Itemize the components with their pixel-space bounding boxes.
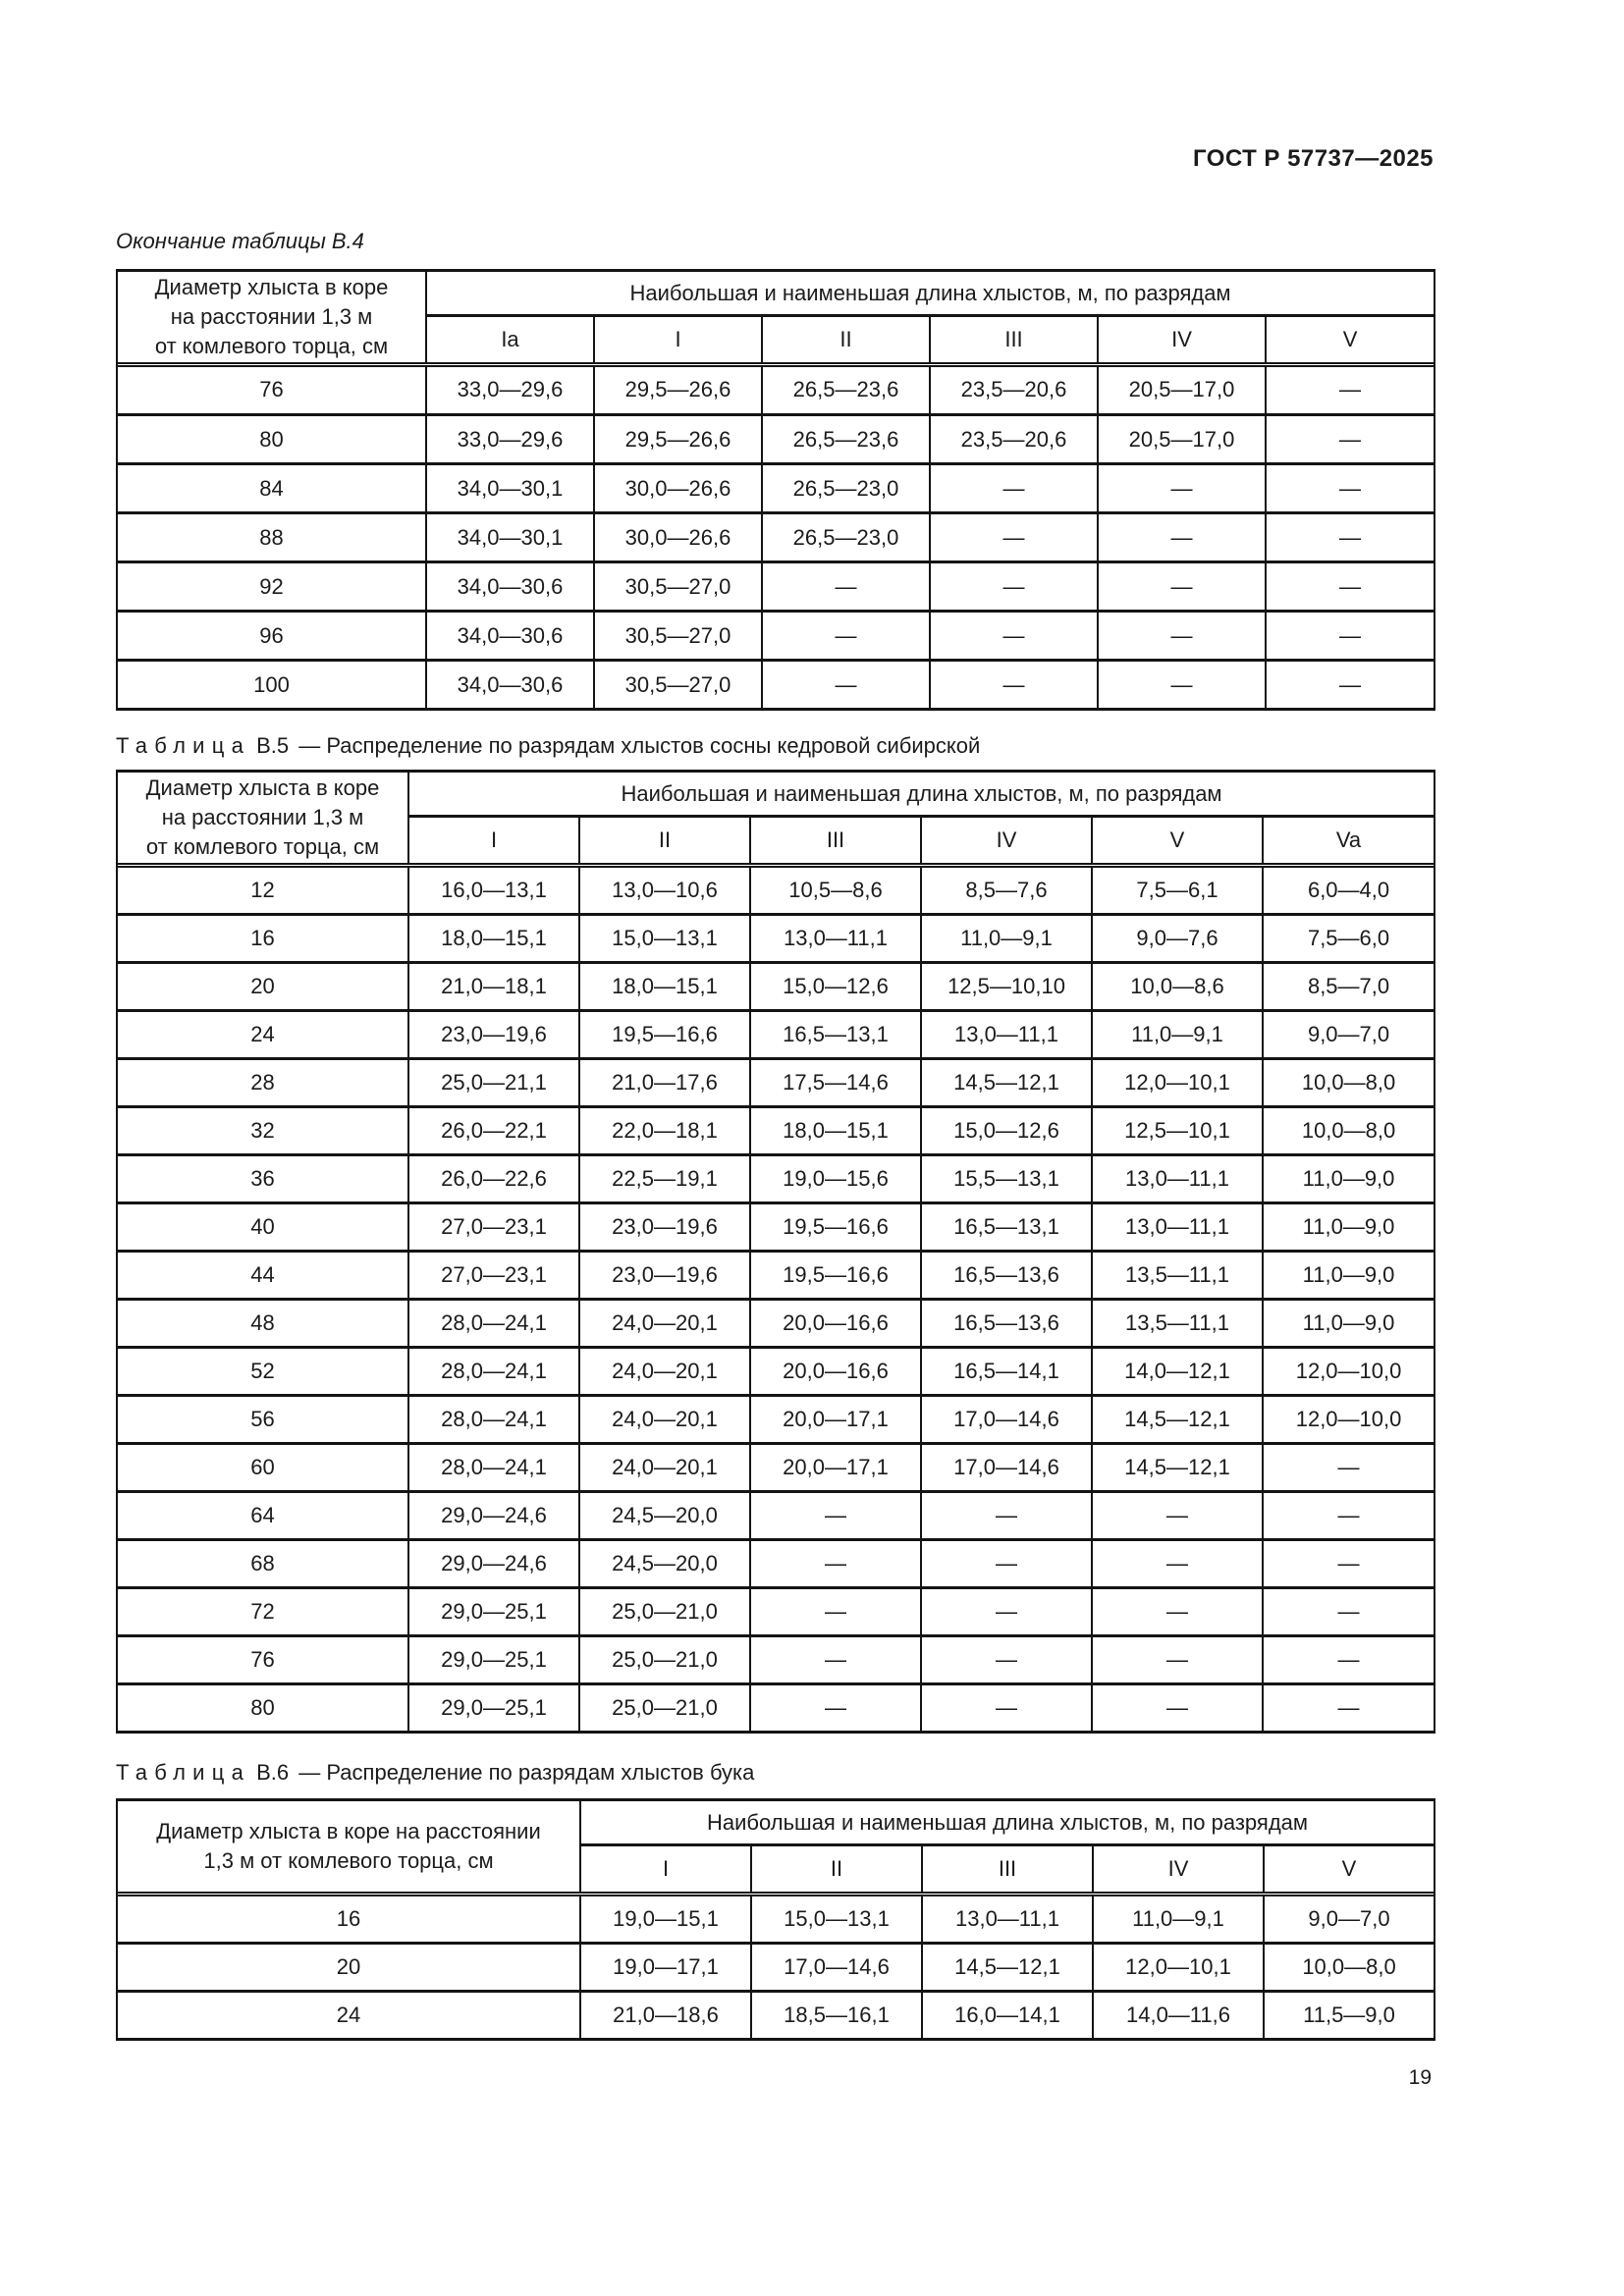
length-range-cell: — [1263, 1684, 1435, 1733]
length-range-cell: 20,0—17,1 [750, 1396, 921, 1444]
table-b5-caption [116, 732, 1434, 760]
length-range-cell: — [1098, 464, 1266, 513]
diameter-cell: 24 [117, 1011, 408, 1059]
length-range-cell: 20,0—17,1 [750, 1444, 921, 1492]
length-range-cell: — [750, 1636, 921, 1684]
length-range-cell: 20,0—16,6 [750, 1300, 921, 1348]
length-range-cell: 19,0—15,1 [580, 1896, 751, 1944]
grade-header-cell: II [762, 316, 930, 363]
length-range-cell: 13,0—11,1 [750, 915, 921, 963]
diameter-cell: 80 [117, 1684, 408, 1733]
table-row [117, 1300, 1435, 1348]
grade-header-cell: II [751, 1845, 922, 1893]
table-row [117, 612, 1435, 661]
length-range-cell: 15,5—13,1 [921, 1155, 1092, 1203]
length-range-cell: — [1266, 366, 1435, 415]
length-range-cell: 10,5—8,6 [750, 867, 921, 915]
grade-header-cell: II [579, 817, 750, 864]
table-row [117, 1992, 1435, 2040]
length-range-cell: 7,5—6,0 [1263, 915, 1435, 963]
grade-header-cell: I [580, 1845, 751, 1893]
length-range-cell: 23,0—19,6 [579, 1203, 750, 1252]
table-b4-continuation-caption: Окончание таблицы В.4 [116, 229, 364, 253]
length-range-cell: 27,0—23,1 [408, 1203, 579, 1252]
length-range-cell: 28,0—24,1 [408, 1348, 579, 1396]
table-row [117, 1684, 1435, 1733]
length-range-cell: 25,0—21,0 [579, 1684, 750, 1733]
table-row [117, 1636, 1435, 1684]
table-row [117, 1252, 1435, 1300]
length-range-cell: 13,0—11,1 [1092, 1155, 1263, 1203]
length-range-cell: 6,0—4,0 [1263, 867, 1435, 915]
length-range-cell: 30,5—27,0 [594, 612, 762, 661]
header-line: 1,3 м от комлевого торца, см [203, 1847, 494, 1873]
length-range-cell: 34,0—30,6 [426, 562, 594, 612]
length-range-cell: 11,0—9,0 [1263, 1155, 1435, 1203]
grade-header-cell: IV [921, 817, 1092, 864]
length-range-cell: 18,0—15,1 [579, 963, 750, 1011]
table-header-row [117, 271, 1435, 316]
length-range-cell: 11,0—9,0 [1263, 1300, 1435, 1348]
length-range-cell: — [762, 612, 930, 661]
length-range-cell: 34,0—30,1 [426, 464, 594, 513]
diameter-column-header [117, 772, 408, 864]
length-span-header: Наибольшая и наименьшая длина хлыстов, м, по разрядам [426, 271, 1435, 316]
length-range-cell: — [1092, 1492, 1263, 1540]
diameter-cell: 64 [117, 1492, 408, 1540]
length-range-cell: 28,0—24,1 [408, 1444, 579, 1492]
length-range-cell: 8,5—7,6 [921, 867, 1092, 915]
length-range-cell: — [1266, 464, 1435, 513]
length-range-cell: — [1098, 612, 1266, 661]
length-range-cell: 20,5—17,0 [1098, 415, 1266, 464]
length-range-cell: 20,5—17,0 [1098, 366, 1266, 415]
length-range-cell: 19,5—16,6 [750, 1203, 921, 1252]
table-b6-caption [116, 1759, 1434, 1787]
length-range-cell: 10,0—8,0 [1263, 1107, 1435, 1155]
length-range-cell: 23,0—19,6 [579, 1252, 750, 1300]
table-row [117, 1203, 1435, 1252]
length-range-cell: 16,5—13,6 [921, 1252, 1092, 1300]
length-range-cell: 27,0—23,1 [408, 1252, 579, 1300]
length-range-cell: 23,5—20,6 [930, 415, 1098, 464]
diameter-cell: 92 [117, 562, 426, 612]
length-range-cell: 19,5—16,6 [750, 1252, 921, 1300]
length-range-cell: 16,5—13,1 [921, 1203, 1092, 1252]
length-range-cell: — [1266, 612, 1435, 661]
table-row [117, 661, 1435, 710]
length-range-cell: 21,0—17,6 [579, 1059, 750, 1107]
caption-title: — Распределение по разрядам хлыстов бука [298, 1760, 755, 1785]
diameter-cell: 20 [117, 1944, 580, 1992]
length-range-cell: 24,5—20,0 [579, 1540, 750, 1588]
diameter-cell: 56 [117, 1396, 408, 1444]
grade-header-cell: III [922, 1845, 1093, 1893]
grade-header-cell: V [1092, 817, 1263, 864]
diameter-cell: 68 [117, 1540, 408, 1588]
caption-title: — Распределение по разрядам хлыстов сосны кедровой сибирской [298, 733, 981, 758]
page-content [116, 0, 1434, 2090]
length-range-cell: — [1092, 1588, 1263, 1636]
length-range-cell: 10,0—8,0 [1263, 1059, 1435, 1107]
length-range-cell: 9,0—7,6 [1092, 915, 1263, 963]
length-range-cell: 30,5—27,0 [594, 562, 762, 612]
length-range-cell: 29,5—26,6 [594, 366, 762, 415]
length-range-cell: 15,0—13,1 [751, 1896, 922, 1944]
diameter-cell: 16 [117, 1896, 580, 1944]
diameter-cell: 76 [117, 366, 426, 415]
length-range-cell: 8,5—7,0 [1263, 963, 1435, 1011]
length-range-cell: — [930, 661, 1098, 710]
length-range-cell: 28,0—24,1 [408, 1300, 579, 1348]
table-row [117, 1011, 1435, 1059]
length-range-cell: — [750, 1540, 921, 1588]
diameter-column-header [117, 271, 426, 363]
length-range-cell: 26,5—23,6 [762, 366, 930, 415]
header-line: на расстоянии 1,3 м [170, 303, 373, 329]
length-range-cell: 15,0—12,6 [921, 1107, 1092, 1155]
diameter-cell: 60 [117, 1444, 408, 1492]
table-row [117, 1444, 1435, 1492]
diameter-cell: 52 [117, 1348, 408, 1396]
diameter-cell: 72 [117, 1588, 408, 1636]
header-line: Диаметр хлыста в коре [145, 774, 380, 800]
length-range-cell: 14,5—12,1 [922, 1944, 1093, 1992]
diameter-cell: 76 [117, 1636, 408, 1684]
length-range-cell: — [762, 562, 930, 612]
table-b6-body [117, 1896, 1435, 2040]
table-row [117, 562, 1435, 612]
length-range-cell: 29,0—24,6 [408, 1540, 579, 1588]
length-range-cell: 33,0—29,6 [426, 366, 594, 415]
length-range-cell: 16,5—14,1 [921, 1348, 1092, 1396]
length-range-cell: 30,5—27,0 [594, 661, 762, 710]
length-span-header: Наибольшая и наименьшая длина хлыстов, м, по разрядам [580, 1800, 1435, 1845]
length-range-cell: — [1266, 513, 1435, 562]
length-range-cell: 24,5—20,0 [579, 1492, 750, 1540]
length-range-cell: — [750, 1588, 921, 1636]
length-range-cell: 34,0—30,6 [426, 661, 594, 710]
length-range-cell: 16,5—13,6 [921, 1300, 1092, 1348]
grade-header-cell: V [1266, 316, 1435, 363]
length-range-cell: 11,0—9,1 [921, 915, 1092, 963]
grade-header-cell: III [750, 817, 921, 864]
length-range-cell: — [1098, 661, 1266, 710]
length-range-cell: — [921, 1636, 1092, 1684]
header-line: от комлевого торца, см [154, 333, 389, 358]
length-range-cell: 18,0—15,1 [408, 915, 579, 963]
diameter-cell: 28 [117, 1059, 408, 1107]
standard-reference-header: ГОСТ Р 57737—2025 [1193, 145, 1434, 172]
length-range-cell: 13,0—11,1 [1092, 1203, 1263, 1252]
caption-number: В.5 [256, 733, 290, 758]
length-range-cell: 11,5—9,0 [1264, 1992, 1435, 2040]
length-range-cell: 34,0—30,6 [426, 612, 594, 661]
length-range-cell: 23,0—19,6 [408, 1011, 579, 1059]
length-range-cell: — [1092, 1540, 1263, 1588]
length-span-header: Наибольшая и наименьшая длина хлыстов, м, по разрядам [408, 772, 1435, 817]
length-range-cell: — [1266, 562, 1435, 612]
table-b5 [116, 770, 1435, 1734]
length-range-cell: — [1266, 661, 1435, 710]
length-range-cell: 22,5—19,1 [579, 1155, 750, 1203]
length-range-cell: 17,0—14,6 [921, 1396, 1092, 1444]
table-row [117, 415, 1435, 464]
length-range-cell: — [921, 1588, 1092, 1636]
table-row [117, 1396, 1435, 1444]
table-row [117, 1155, 1435, 1203]
grade-header-cell: IV [1093, 1845, 1264, 1893]
length-range-cell: 33,0—29,6 [426, 415, 594, 464]
diameter-cell: 96 [117, 612, 426, 661]
length-range-cell: 21,0—18,6 [580, 1992, 751, 2040]
length-range-cell: 10,0—8,0 [1264, 1944, 1435, 1992]
length-range-cell: — [930, 612, 1098, 661]
header-line: от комлевого торца, см [145, 833, 380, 859]
length-range-cell: 26,5—23,0 [762, 513, 930, 562]
page-number: 19 [1408, 2066, 1432, 2089]
length-range-cell: 12,5—10,1 [1092, 1107, 1263, 1155]
length-range-cell: 12,5—10,10 [921, 963, 1092, 1011]
length-range-cell: 26,5—23,0 [762, 464, 930, 513]
length-range-cell: — [1263, 1588, 1435, 1636]
grade-header-cell: I [594, 316, 762, 363]
length-range-cell: 17,5—14,6 [750, 1059, 921, 1107]
table-header-row [117, 1800, 1435, 1845]
length-range-cell: 22,0—18,1 [579, 1107, 750, 1155]
length-range-cell: 12,0—10,1 [1092, 1059, 1263, 1107]
grade-header-cell: Va [1263, 817, 1435, 864]
length-range-cell: — [1263, 1540, 1435, 1588]
length-range-cell: — [1098, 562, 1266, 612]
diameter-cell: 12 [117, 867, 408, 915]
grade-header-cell: V [1264, 1845, 1435, 1893]
length-range-cell: — [930, 562, 1098, 612]
length-range-cell: 24,0—20,1 [579, 1348, 750, 1396]
length-range-cell: 29,0—24,6 [408, 1492, 579, 1540]
length-range-cell: — [1263, 1444, 1435, 1492]
caption-word: Таблица [116, 733, 251, 758]
length-range-cell: 16,5—13,1 [750, 1011, 921, 1059]
diameter-cell: 88 [117, 513, 426, 562]
header-line: на расстоянии 1,3 м [161, 804, 364, 829]
length-range-cell: 11,0—9,0 [1263, 1203, 1435, 1252]
length-range-cell: 17,0—14,6 [921, 1444, 1092, 1492]
diameter-cell: 48 [117, 1300, 408, 1348]
length-range-cell: — [921, 1540, 1092, 1588]
length-range-cell: 9,0—7,0 [1263, 1011, 1435, 1059]
table-row [117, 963, 1435, 1011]
header-line: Диаметр хлыста в коре [154, 274, 389, 299]
length-range-cell: 29,0—25,1 [408, 1636, 579, 1684]
length-range-cell: 14,0—11,6 [1093, 1992, 1264, 2040]
diameter-cell: 20 [117, 963, 408, 1011]
table-row [117, 1944, 1435, 1992]
diameter-column-header [117, 1800, 580, 1893]
length-range-cell: 19,0—15,6 [750, 1155, 921, 1203]
length-range-cell: — [1263, 1492, 1435, 1540]
table-header-row [117, 772, 1435, 817]
length-range-cell: 19,0—17,1 [580, 1944, 751, 1992]
length-range-cell: 14,5—12,1 [921, 1059, 1092, 1107]
length-range-cell: — [1092, 1684, 1263, 1733]
length-range-cell: 7,5—6,1 [1092, 867, 1263, 915]
header-line: Диаметр хлыста в коре на расстоянии [156, 1818, 541, 1843]
length-range-cell: 34,0—30,1 [426, 513, 594, 562]
length-range-cell: 13,0—11,1 [921, 1011, 1092, 1059]
table-row [117, 1107, 1435, 1155]
length-range-cell: — [1263, 1636, 1435, 1684]
table-row [117, 915, 1435, 963]
table-row [117, 513, 1435, 562]
table-row [117, 1540, 1435, 1588]
length-range-cell: 21,0—18,1 [408, 963, 579, 1011]
length-range-cell: 13,0—11,1 [922, 1896, 1093, 1944]
diameter-cell: 24 [117, 1992, 580, 2040]
length-range-cell: 25,0—21,0 [579, 1588, 750, 1636]
length-range-cell: 30,0—26,6 [594, 464, 762, 513]
length-range-cell: — [762, 661, 930, 710]
length-range-cell: — [1098, 513, 1266, 562]
length-range-cell: 13,5—11,1 [1092, 1300, 1263, 1348]
length-range-cell: 11,0—9,1 [1092, 1011, 1263, 1059]
length-range-cell: 29,0—25,1 [408, 1588, 579, 1636]
length-range-cell: — [921, 1684, 1092, 1733]
length-range-cell: 13,0—10,6 [579, 867, 750, 915]
table-row [117, 1588, 1435, 1636]
length-range-cell: 18,5—16,1 [751, 1992, 922, 2040]
length-range-cell: — [750, 1684, 921, 1733]
diameter-cell: 32 [117, 1107, 408, 1155]
table-row [117, 867, 1435, 915]
length-range-cell: 14,0—12,1 [1092, 1348, 1263, 1396]
table-row [117, 1896, 1435, 1944]
length-range-cell: 29,0—25,1 [408, 1684, 579, 1733]
table-b6 [116, 1798, 1435, 2041]
length-range-cell: — [930, 464, 1098, 513]
diameter-cell: 44 [117, 1252, 408, 1300]
caption-word: Таблица [116, 1760, 251, 1785]
table-row [117, 464, 1435, 513]
diameter-cell: 100 [117, 661, 426, 710]
length-range-cell: 18,0—15,1 [750, 1107, 921, 1155]
length-range-cell: 9,0—7,0 [1264, 1896, 1435, 1944]
length-range-cell: 25,0—21,0 [579, 1636, 750, 1684]
diameter-cell: 84 [117, 464, 426, 513]
length-range-cell: 14,5—12,1 [1092, 1444, 1263, 1492]
length-range-cell: 11,0—9,0 [1263, 1252, 1435, 1300]
grade-header-cell: Ia [426, 316, 594, 363]
length-range-cell: 26,0—22,6 [408, 1155, 579, 1203]
length-range-cell: 24,0—20,1 [579, 1300, 750, 1348]
length-range-cell: 24,0—20,1 [579, 1444, 750, 1492]
length-range-cell: — [930, 513, 1098, 562]
length-range-cell: — [921, 1492, 1092, 1540]
table-b4-body [117, 366, 1435, 710]
length-range-cell: 23,5—20,6 [930, 366, 1098, 415]
table-row [117, 1348, 1435, 1396]
length-range-cell: 12,0—10,1 [1093, 1944, 1264, 1992]
length-range-cell: 24,0—20,1 [579, 1396, 750, 1444]
table-row [117, 1059, 1435, 1107]
length-range-cell: — [750, 1492, 921, 1540]
length-range-cell: 16,0—13,1 [408, 867, 579, 915]
length-range-cell: 12,0—10,0 [1263, 1348, 1435, 1396]
length-range-cell: 15,0—12,6 [750, 963, 921, 1011]
length-range-cell: 15,0—13,1 [579, 915, 750, 963]
length-range-cell: 30,0—26,6 [594, 513, 762, 562]
length-range-cell: 11,0—9,1 [1093, 1896, 1264, 1944]
length-range-cell: — [1266, 415, 1435, 464]
length-range-cell: 26,0—22,1 [408, 1107, 579, 1155]
length-range-cell: 28,0—24,1 [408, 1396, 579, 1444]
length-range-cell: 16,0—14,1 [922, 1992, 1093, 2040]
length-range-cell: 19,5—16,6 [579, 1011, 750, 1059]
grade-header-cell: I [408, 817, 579, 864]
diameter-cell: 36 [117, 1155, 408, 1203]
length-range-cell: — [1092, 1636, 1263, 1684]
length-range-cell: 14,5—12,1 [1092, 1396, 1263, 1444]
length-range-cell: 29,5—26,6 [594, 415, 762, 464]
table-b5-body [117, 867, 1435, 1733]
caption-number: В.6 [256, 1760, 290, 1785]
length-range-cell: 20,0—16,6 [750, 1348, 921, 1396]
length-range-cell: 26,5—23,6 [762, 415, 930, 464]
length-range-cell: 12,0—10,0 [1263, 1396, 1435, 1444]
diameter-cell: 40 [117, 1203, 408, 1252]
length-range-cell: 25,0—21,1 [408, 1059, 579, 1107]
table-row [117, 366, 1435, 415]
length-range-cell: 17,0—14,6 [751, 1944, 922, 1992]
diameter-cell: 16 [117, 915, 408, 963]
table-b4 [116, 269, 1435, 711]
length-range-cell: 13,5—11,1 [1092, 1252, 1263, 1300]
table-row [117, 1492, 1435, 1540]
length-range-cell: 10,0—8,6 [1092, 963, 1263, 1011]
grade-header-cell: IV [1098, 316, 1266, 363]
diameter-cell: 80 [117, 415, 426, 464]
grade-header-cell: III [930, 316, 1098, 363]
